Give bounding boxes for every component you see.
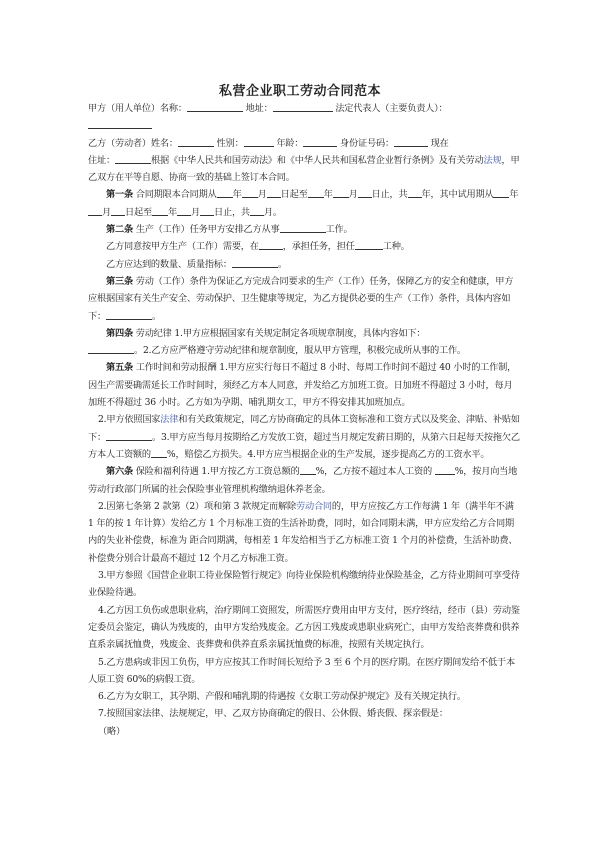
art1-blank[interactable]: [177, 205, 191, 216]
party-b-line: 乙方（劳动者）姓名： 性别： 年龄： 身份证号码： 现在: [88, 137, 449, 149]
article-6-para-6: 6.乙方为女职工，其孕期、产假和哺乳期的待遇按《女职工劳动保护规定》及有关规定执行。: [98, 691, 466, 703]
art5-penalty-blank[interactable]: [151, 447, 167, 458]
law-link-2[interactable]: 法律: [160, 414, 179, 426]
article-5: 第五条 工作时间和劳动报酬 1.甲方应实行每日不超过 8 小时、每周工作时间不超过 40 小时的工作制，因生产需要确需延长工作时间时，须经乙方本人同意，并发给乙方加班工资。日加班不得超过 3 小时，每月加班不得超过 36 小时。乙方如为孕期、哺乳期女工，甲方不得安排其加班加点。: [88, 362, 517, 409]
article-2-para-3: 乙方应达到的数量、质量指标： 。: [106, 258, 287, 270]
art6-b-rate-blank[interactable]: [435, 464, 455, 475]
party-b-age-blank[interactable]: [303, 136, 337, 147]
art1-blank[interactable]: [88, 205, 102, 216]
art1-blank[interactable]: [152, 205, 168, 216]
art1-blank[interactable]: [267, 187, 281, 198]
article-6-para-7: 7.按照国家法律、法规规定，甲、乙双方协商确定的假日、公休假、婚丧假、探亲假是：: [98, 708, 448, 720]
party-b-residence-blank[interactable]: [115, 153, 151, 164]
art1-blank[interactable]: [493, 187, 509, 198]
art6-a-rate-blank[interactable]: [300, 464, 316, 475]
party-b-sex-blank[interactable]: [244, 136, 274, 147]
article-1: 第一条 合同期限本合同期从 年 月 日起至 年 月 日止，共 年，其中试用期从 年月 日起至 年 月 日止，共 月。: [88, 186, 520, 221]
art2-post-blank[interactable]: [355, 239, 383, 250]
article-2-para-2: 乙方同意按甲方生产（工作）需要，在 ，承担任务，担任 工种。: [106, 241, 410, 253]
article-5-para-2: 2.甲方依照国家法律和有关政策规定，同乙方协商确定的具体工资标准和工资方式以及奖金、津贴、补贴如下： 。3.甲方应当每月按期给乙方发放工资，超过当月规定发薪日期的，从第六日起每天按拖欠乙方本人工资额的 %，赔偿乙方损失。4.甲方应当根据企业的生产发展，逐步提高乙方的工资水平。: [88, 414, 520, 460]
party-b-name-blank[interactable]: [178, 136, 214, 147]
art1-blank[interactable]: [358, 187, 372, 198]
article-6-para-5: 5.乙方患病或非因工负伤，甲方应按其工作时间长短给予 3 至 6 个月的医疗期。在医疗期间发给不低于本人原工资 60%的病假工资。: [88, 656, 515, 685]
art1-blank[interactable]: [200, 205, 214, 216]
article-6: 第六条 保险和福利待遇 1.甲方按乙方工资总额的 %，乙方按不超过本人工资的 %，按月向当地劳动行政部门所属的社会保险事业管理机构缴纳退休养老金。: [88, 466, 518, 495]
art1-blank[interactable]: [308, 187, 324, 198]
contract-body: [88, 100, 520, 740]
art4-blank[interactable]: [88, 343, 134, 354]
article-6-para-7-end: （略）: [98, 725, 125, 737]
article-4-para-2: 。2.乙方应严格遵守劳动纪律和规章制度，服从甲方管理，积极完成所从事的工作。: [88, 342, 520, 359]
party-a-name-blank[interactable]: [187, 101, 243, 112]
article-3: 第三条 劳动（工作）条件为保证乙方完成合同要求的生产（工作）任务，保障乙方的安全和健康，甲方应根据国家有关生产安全、劳动保护、卫生健康等规定，为乙方提供必要的生产（工作）条件，具体内容如下： 。: [88, 275, 514, 322]
article-6-para-3: 3.甲方参照《国营企业职工待业保险暂行规定》向待业保险机构缴纳待业保险基金，乙方待业期间可享受待业保险待遇。: [88, 570, 520, 599]
party-b-id-blank[interactable]: [394, 136, 428, 147]
art2-job-blank[interactable]: [280, 222, 326, 233]
article-6-para-2: 2.因第七条第 2 款第（2）项和第 3 款规定而解除劳动合同的，甲方应按乙方工作每满 1 年（满半年不满 1 年的按 1 年计算）发给乙方 1 个月标准工资的生活补助费，同时，如合同期未满，甲方应发给乙方合同期内的失业补偿费，标准为 距合同期满，每相差 1 年发给相当于乙方标准工资 1 个月的补偿费，生活补助费、补偿费分别合计最高不超过 12 个月乙方标准工资。: [88, 500, 518, 564]
labor-contract-link[interactable]: 劳动合同: [295, 500, 332, 512]
page-title: 私营企业职工劳动合同范本: [218, 84, 381, 99]
article-2: 第二条 生产（工作）任务甲方安排乙方从事 工作。: [106, 224, 353, 236]
art2-place-blank[interactable]: [259, 239, 283, 250]
art1-blank[interactable]: [250, 205, 264, 216]
art1-blank[interactable]: [242, 187, 258, 198]
art3-blank[interactable]: [106, 309, 152, 320]
party-a-line: 甲方（用人单位）名称： 地址： 法定代表人（主要负责人）：: [88, 103, 448, 114]
art1-blank[interactable]: [217, 187, 233, 198]
party-b-basis: 住址： 根据《中华人民共和国劳动法》和《中华人民共和国私营企业暂行条例》及有关劳动法规，甲乙双方在平等自愿、协商一致的基础上签订本合同。: [88, 154, 520, 184]
art5-wage-blank[interactable]: [106, 430, 152, 441]
art1-blank[interactable]: [408, 187, 422, 198]
art1-blank[interactable]: [333, 187, 349, 198]
article-4: 第四条 劳动纪律 1.甲方应根据国家有关规定制定各项规章制度，具体内容如下：: [106, 327, 426, 339]
law-link[interactable]: 法规: [483, 154, 502, 166]
party-a-rep-line: [88, 117, 520, 134]
art1-blank[interactable]: [111, 205, 125, 216]
art2-quota-blank[interactable]: [232, 257, 278, 268]
party-a-rep-blank[interactable]: [88, 118, 152, 129]
article-6-para-4: 4.乙方因工负伤或患职业病，治疗期间工资照发，所需医疗费用由甲方支付，医疗终结，经市（县）劳动鉴定委员会鉴定，确认为残废的，由甲方发给残废金。乙方因工残废或患职业病死亡，由甲方发给丧葬费和供养直系亲属抚恤费，残废金、丧葬费和供养直系亲属抚恤费的标准，按照有关规定执行。: [88, 604, 520, 651]
party-a-address-blank[interactable]: [273, 101, 333, 112]
